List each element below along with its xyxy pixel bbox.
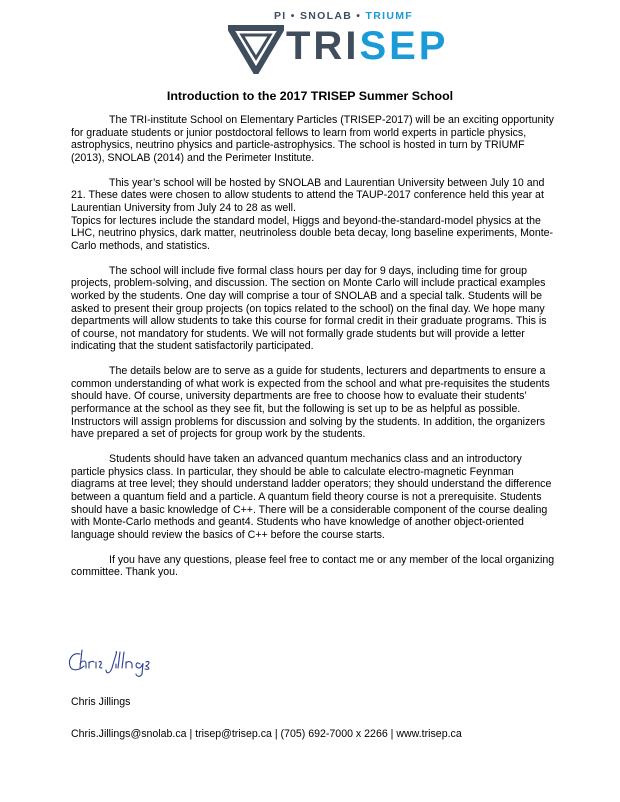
logo-tagline bbox=[274, 10, 413, 22]
paragraph-guide: The details below are to serve as a guide for students, lecturers and departments to ensure a common understanding of what work is expected from the school and what pre-requisites the students should have. Of course, university departments are free to choose how to evaluate their students’ performance at the school as they see fit, but the following is set up to be as helpful as possible. Instructors will assign problems for discussion and solving by the students. In addition, the organizers have prepared a set of projects for group work by the students. bbox=[71, 365, 550, 441]
tagline-snolab: SNOLAB bbox=[299, 10, 353, 22]
contact-line: Chris.Jillings@snolab.ca | trisep@trisep.ca | (705) 692-7000 x 2266 | www.trisep.ca bbox=[71, 728, 462, 740]
tagline-separator: • bbox=[286, 10, 300, 22]
tagline-triumf: TRIUMF bbox=[365, 10, 413, 22]
wordmark-prefix: TRI bbox=[286, 24, 360, 68]
document-title: Introduction to the 2017 TRISEP Summer School bbox=[166, 89, 454, 103]
trisep-logo bbox=[228, 10, 468, 76]
paragraph-intro: The TRI-institute School on Elementary Particles (TRISEP-2017) will be an exciting opportunity for graduate students or junior postdoctoral fellows to learn from world experts in particle physics, astrophysics, neutrino physics and particle-astrophysics. The school is hosted in turn by TRIUMF (2013), SNOLAB (2014) and the Perimeter Institute. bbox=[71, 114, 554, 164]
trisep-triangle-icon bbox=[228, 22, 284, 74]
letter-body bbox=[71, 114, 555, 591]
paragraph-format: The school will include five formal class hours per day for 9 days, including time for group projects, problem-solving, and discussion. The section on Monte Carlo will include practical examples worked by the students. One day will comprise a tour of SNOLAB and a special talk. Students will be asked to present their group projects (on topics related to the school) on the final day. We hope many departments will allow students to take this course for formal credit in their graduate programs. This is of course, not mandatory for students. We will not formally grade students but will provide a letter indicating that the student satisfactorily participated. bbox=[71, 264, 547, 353]
logo-wordmark bbox=[286, 24, 448, 68]
paragraph-prerequisites: Students should have taken an advanced quantum mechanics class and an introductory particle physics class. In particular, they should be able to calculate electro-magnetic Feynman diagrams at tree level; they should understand ladder operators; they should understand the difference between a quantum field and a particle. A quantum field theory course is not a prerequisite. Students should have a basic knowledge of C++. There will be a considerable component of the course dealing with Monte-Carlo methods and geant4. Students who have knowledge of another object-oriented language should review the basics of C++ before the course starts. bbox=[71, 453, 552, 541]
paragraph-closing: If you have any questions, please feel free to contact me or any member of the local organizing committee. Thank you. bbox=[71, 553, 555, 579]
tagline-separator: • bbox=[352, 10, 366, 22]
paragraph-dates: This year’s school will be hosted by SNOLAB and Laurentian University between July 10 and 21. These dates were chosen to allow students to attend the TAUP-2017 conference held this year at Laurentian University from July 24 to 28 as well. bbox=[71, 176, 545, 214]
paragraph-topics: Topics for lectures include the standard model, Higgs and beyond-the-standard-model physics at the LHC, neutrino physics, dark matter, neutrinoless double beta decay, long baseline experiments, Monte-Carlo methods, and statistics. bbox=[71, 214, 554, 252]
signer-name: Chris Jillings bbox=[71, 696, 131, 708]
handwritten-signature bbox=[66, 646, 162, 678]
tagline-pi: PI bbox=[274, 10, 287, 22]
wordmark-highlight: SEP bbox=[359, 24, 449, 68]
